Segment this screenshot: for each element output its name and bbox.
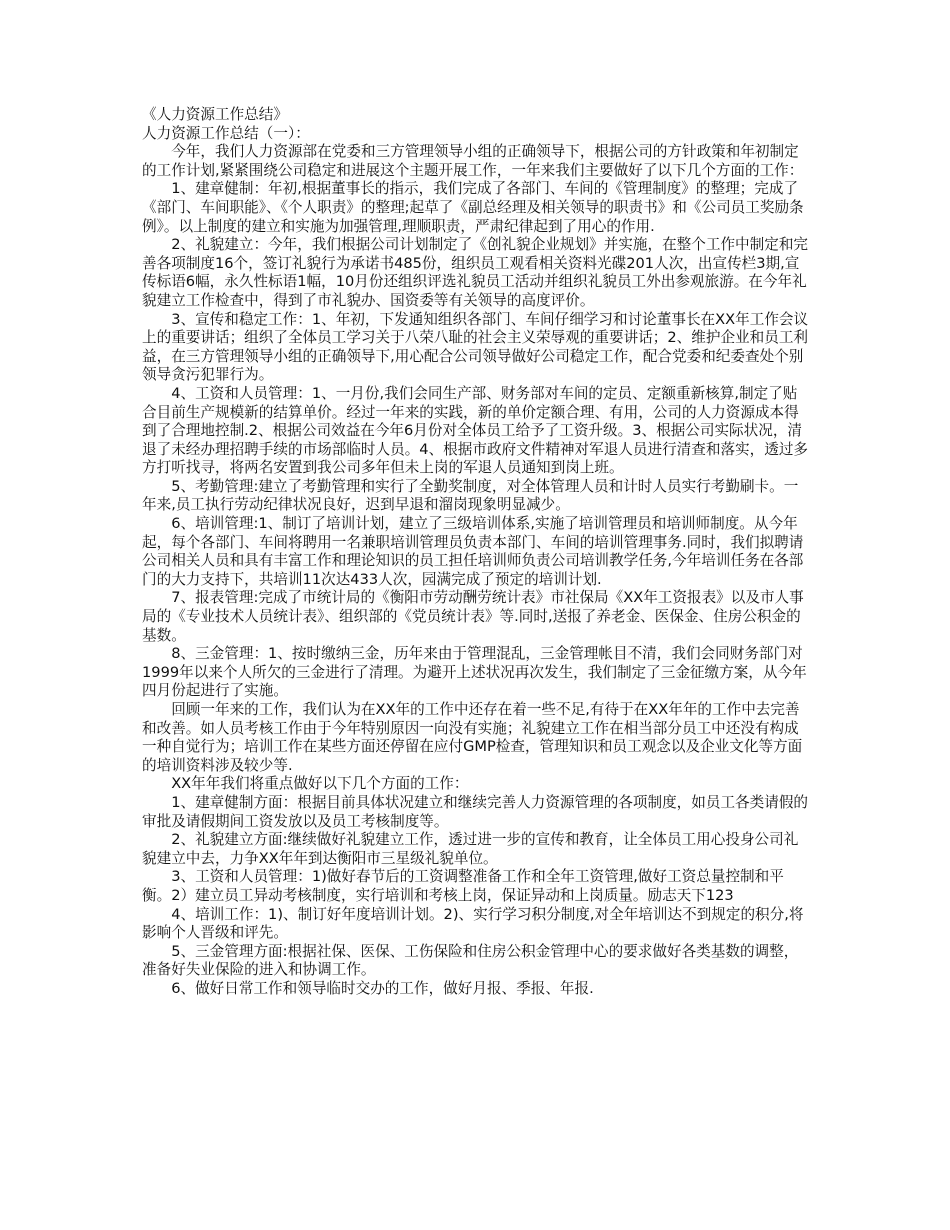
document-subtitle: 人力资源工作总结（一）： (142, 124, 310, 142)
paragraph-plan-funds: 5、三金管理方面:根据社保、医保、工伤保险和住房公积金管理中心的要求做好各类基数的调整，准备好失业保险的进入和协调工作。 (142, 942, 799, 979)
paragraph-publicity: 3、宣传和稳定工作：1、年初，下发通知组织各部门、车间仔细学习和讨论董事长在XX年工作会议上的重要讲话；组织了全体员工学习关于八荣八耻的社会主义荣辱观的重要讲话；2、维护企业和员工利益，在三方管理领导小组的正确领导下,用心配合公司领导做好公司稳定工作，配合党委和纪委查处个别领导贪污犯罪行为。 (142, 310, 809, 384)
paragraph-plan-wages: 3、工资和人员管理：1)做好春节后的工资调整准备工作和全年工资管理,做好工资总量控制和平衡。2）建立员工异动考核制度，实行培训和考核上岗，保证异动和上岗质量。励志天下123 (142, 868, 784, 904)
paragraph-rules: 1、建章健制：年初,根据董事长的指示，我们完成了各部门、车间的《管理制度》的整理；完成了《部门、车间职能》、《个人职责》的整理;起草了《副总经理及相关领导的职责书》和《公司员工奖励条例》。以上制度的建立和实施为加强管理,理顺职责，严肃纪律起到了用心的作用. (142, 180, 804, 235)
paragraph-plan-civility: 2、礼貌建立方面:继续做好礼貌建立工作，透过进一步的宣传和教育，让全体员工用心投身公司礼貌建立中去，力争XX年年到达衡阳市三星级礼貌单位。 (142, 831, 799, 867)
paragraph-plan-rules: 1、建章健制方面：根据目前具体状况建立和继续完善人力资源管理的各项制度，如员工各类请假的审批及请假期间工资发放以及员工考核制度等。 (142, 793, 809, 830)
document-title: 《人力资源工作总结》 (142, 106, 288, 123)
paragraph-funds: 8、三金管理：1、按时缴纳三金，历年来由于管理混乱，三金管理帐目不清，我们会同财务部门对1999年以来个人所欠的三金进行了清理。为避开上述状况再次发生，我们制定了三金征缴方案，从今年四月份起进行了实施。 (142, 645, 807, 700)
paragraph-wages: 4、工资和人员管理：1、一月份,我们会同生产部、财务部对车间的定员、定额重新核算,制定了贴合目前生产规模新的结算单价。经过一年来的实践，新的单价定额合理、有用，公司的人力资源成本得到了合理地控制.2、根据公司效益在今年6月份对全体员工给予了工资升级。3、根据公司实际状况，清退了未经办理招聘手续的市场部临时人员。4、根据市政府文件精神对军退人员进行清查和落实，透过多方打听找寻，将两名安置到我公司多年但未上岗的军退人员通知到岗上班。 (142, 384, 809, 477)
document-body (142, 106, 810, 999)
paragraph-review: 回顾一年来的工作，我们认为在XX年的工作中还存在着一些不足,有待于在XX年年的工作中去完善和改善。如人员考核工作由于今年特别原因一向没有实施；礼貌建立工作在相当部分员工中还没有构成一种自觉行为；培训工作在某些方面还停留在应付GMP检查，管理知识和员工观念以及企业文化等方面的培训资料涉及较少等. (142, 701, 803, 774)
paragraph-reports: 7、报表管理:完成了市统计局的《衡阳市劳动酬劳统计表》市社保局《XX年工资报表》以及市人事局的《专业技术人员统计表》、组织部的《党员统计表》等.同时,送报了养老金、医保金、住房公积金的基数。 (142, 589, 804, 644)
paragraph-next-year-heading: XX年年我们将重点做好以下几个方面的工作： (171, 775, 469, 793)
paragraph-plan-training: 4、培训工作：1)、制订好年度培训计划。2)、实行学习积分制度,对全年培训达不到规定的积分,将影响个人晋级和评先。 (142, 905, 804, 942)
paragraph-training: 6、培训管理:1、制订了培训计划，建立了三级培训体系,实施了培训管理员和培训师制度。从今年起，每个各部门、车间将聘用一名兼职培训管理员负责本部门、车间的培训管理事务.同时，我们拟聘请公司相关人员和具有丰富工作和理论知识的员工担任培训师负责公司培训教学任务,今年培训任务在各部门的大力支持下，共培训11次达433人次，园满完成了预定的培训计划. (142, 515, 804, 588)
paragraph-civility: 2、礼貌建立：今年，我们根据公司计划制定了《创礼貌企业规划》并实施，在整个工作中制定和完善各项制度16个，签订礼貌行为承诺书485份，组织员工观看相关资料光碟201人次，出宣传栏3期,宣传标语6幅，永久性标语1幅，10月份还组织评选礼貌员工活动并组织礼貌员工外出参观旅游。在今年礼貌建立工作检查中，得到了市礼貌办、国资委等有关领导的高度评价。 (142, 236, 809, 309)
paragraph-plan-daily: 6、做好日常工作和领导临时交办的工作，做好月报、季报、年报. (171, 979, 594, 997)
paragraph-intro: 今年，我们人力资源部在党委和三方管理领导小组的正确领导下，根据公司的方针政策和年初制定的工作计划,紧紧围绕公司稳定和进展这个主题开展工作，一年来我们主要做好了以下几个方面的工作： (142, 143, 804, 179)
paragraph-attendance: 5、考勤管理:建立了考勤管理和实行了全勤奖制度，对全体管理人员和计时人员实行考勤刷卡。一年来,员工执行劳动纪律状况良好，迟到早退和溜岗现象明显减少。 (142, 477, 799, 514)
